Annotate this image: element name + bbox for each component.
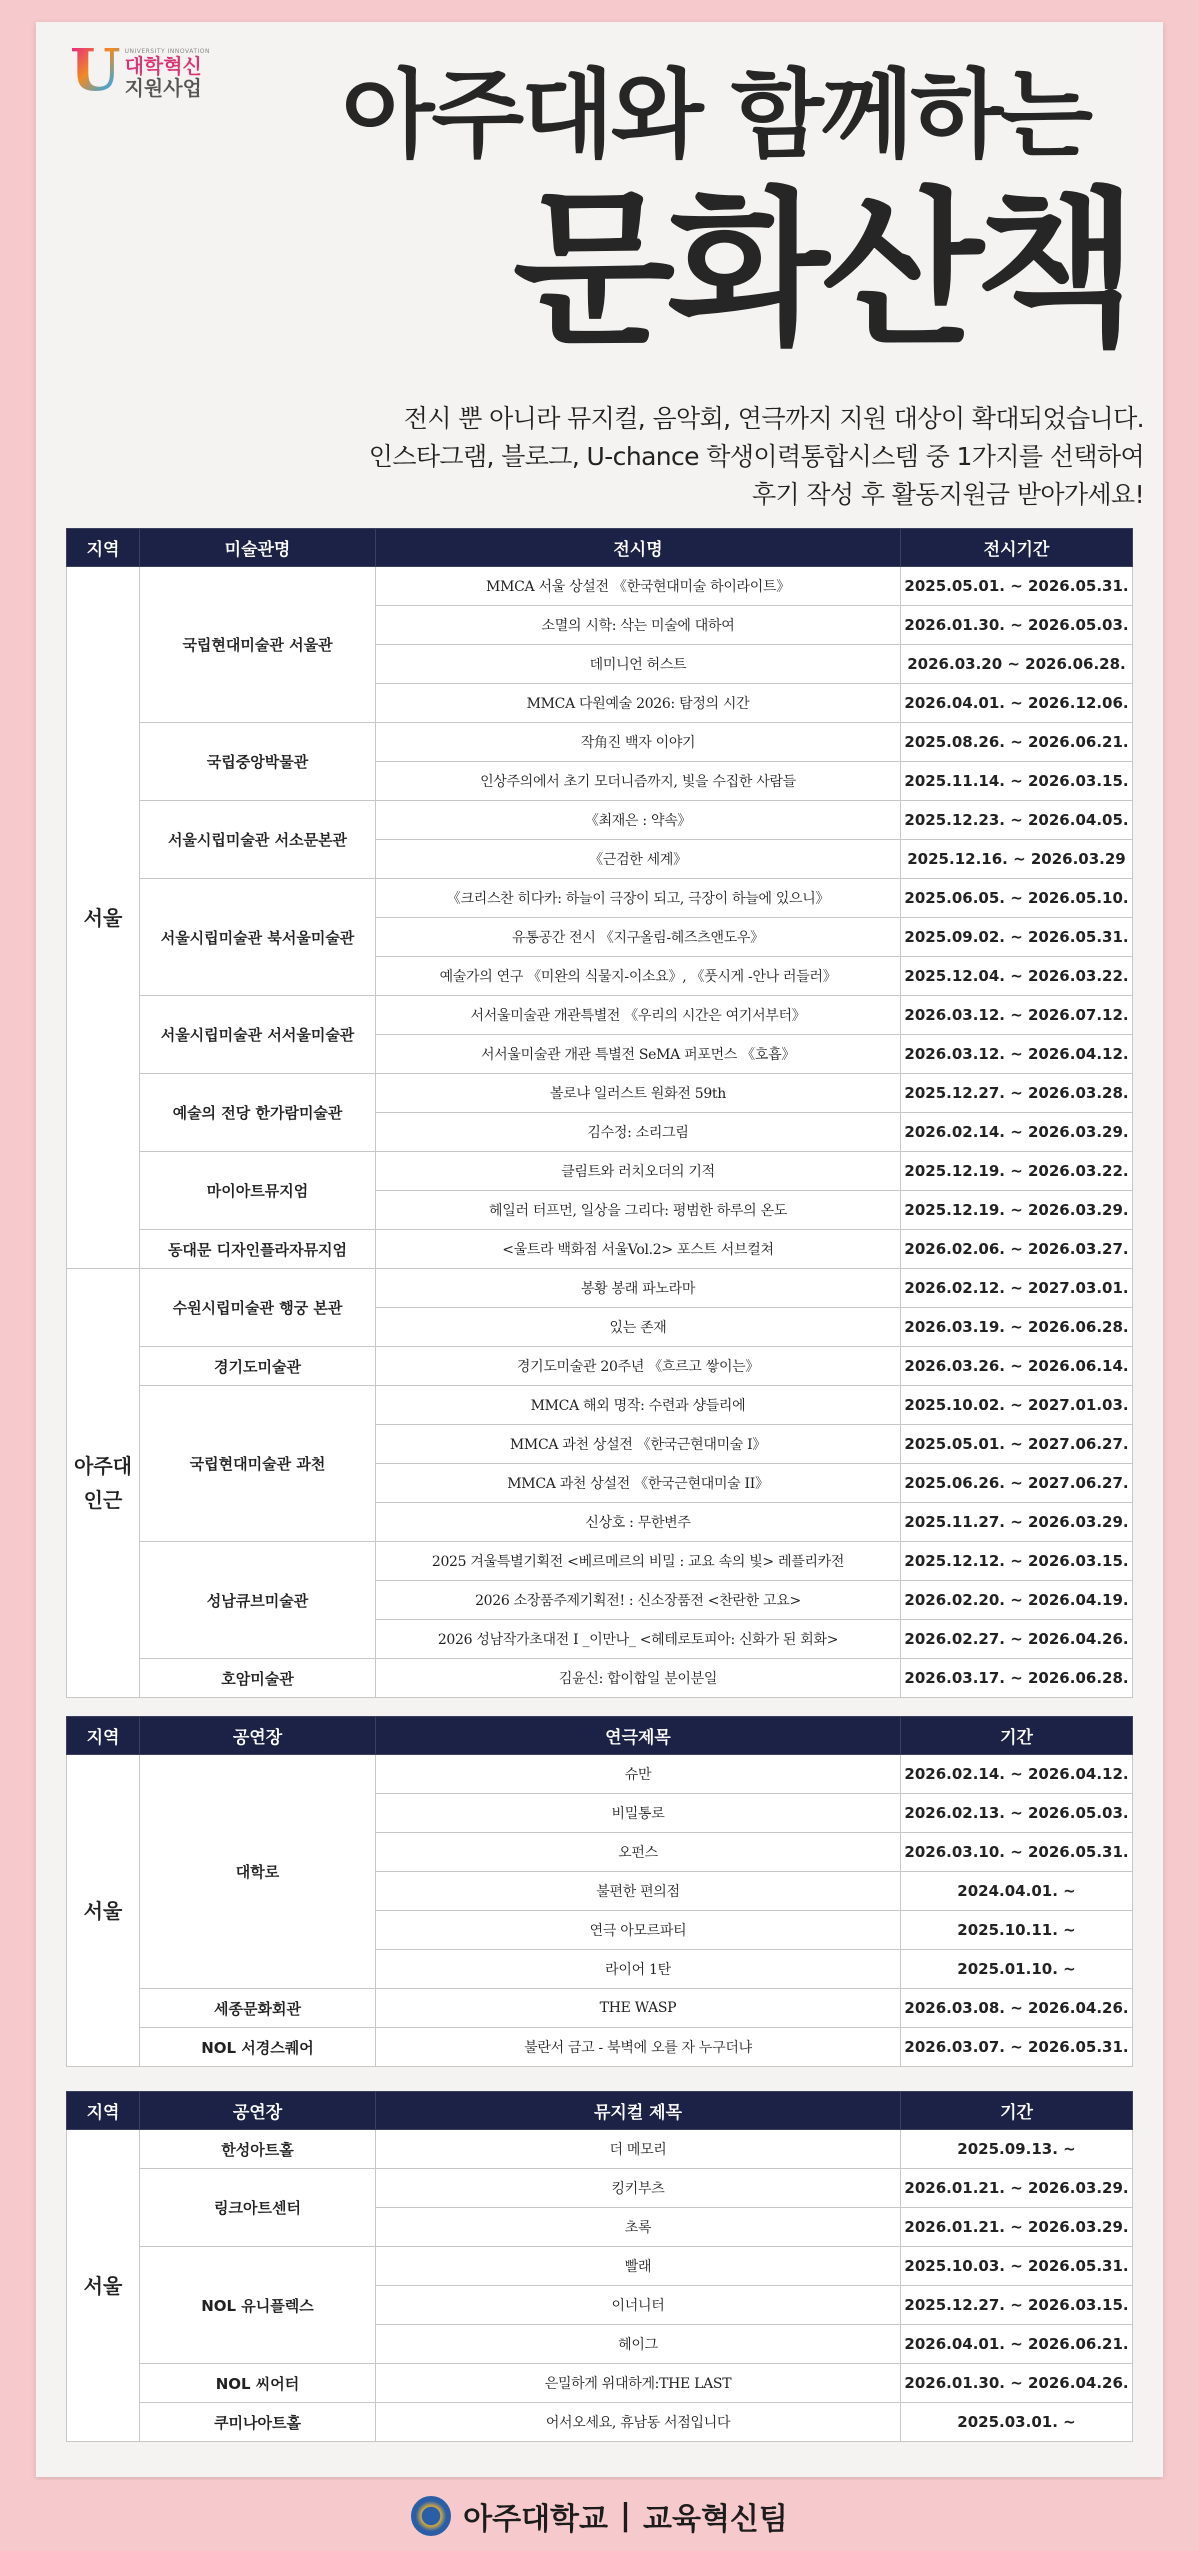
table-row [67,567,1133,606]
venue-cell: NOL 서경스퀘어 [140,2028,376,2067]
exhibition-header-cell: 전시명 [376,529,901,567]
table-row [67,996,1133,1035]
period-cell: 2025.05.01. ~ 2026.05.31. [901,567,1133,606]
title-cell: 빨래 [376,2247,901,2286]
musical-header-cell: 공연장 [140,2092,376,2130]
period-cell: 2026.03.07. ~ 2026.05.31. [901,2028,1133,2067]
period-cell: 2025.05.01. ~ 2027.06.27. [901,1425,1133,1464]
musical-header-cell: 기간 [901,2092,1133,2130]
venue-cell: 서울시립미술관 북서울미술관 [140,879,376,996]
venue-cell: 경기도미술관 [140,1347,376,1386]
title-cell: MMCA 서울 상설전 《한국현대미술 하이라이트》 [376,567,901,606]
table-row [67,879,1133,918]
period-cell: 2026.03.12. ~ 2026.04.12. [901,1035,1133,1074]
table-row [67,1074,1133,1113]
venue-cell: 서울시립미술관 서서울미술관 [140,996,376,1074]
table-row [67,723,1133,762]
period-cell: 2026.01.30. ~ 2026.04.26. [901,2364,1133,2403]
title-cell: 서서울미술관 개관 특별전 SeMA 퍼포먼스 《호흡》 [376,1035,901,1074]
period-cell: 2026.03.10. ~ 2026.05.31. [901,1833,1133,1872]
title-line2: 문화산책 [512,172,1130,368]
period-cell: 2026.02.13. ~ 2026.05.03. [901,1794,1133,1833]
venue-cell: 국립현대미술관 서울관 [140,567,376,723]
period-cell: 2026.02.14. ~ 2026.04.12. [901,1755,1133,1794]
venue-cell: NOL 유니플렉스 [140,2247,376,2364]
table-row [67,2028,1133,2067]
venue-cell: 쿠미나아트홀 [140,2403,376,2442]
period-cell: 2025.03.01. ~ [901,2403,1133,2442]
title-cell: 불란서 금고 - 북벽에 오를 자 누구더냐 [376,2028,901,2067]
title-cell: 유통공간 전시 《지구올림-헤즈츠앤도우》 [376,918,901,957]
period-cell: 2026.03.26. ~ 2026.06.14. [901,1347,1133,1386]
venue-cell: 한성아트홀 [140,2130,376,2169]
musical-header-cell: 뮤지컬 제목 [376,2092,901,2130]
title-cell: 소멸의 시학: 삭는 미술에 대하여 [376,606,901,645]
period-cell: 2025.01.10. ~ [901,1950,1133,1989]
venue-cell: 수원시립미술관 행궁 본관 [140,1269,376,1347]
period-cell: 2026.01.21. ~ 2026.03.29. [901,2169,1133,2208]
title-cell: 예술가의 연구 《미완의 식물지-이소요》, 《풋시게 -안나 러들러》 [376,957,901,996]
period-cell: 2026.03.19. ~ 2026.06.28. [901,1308,1133,1347]
footer [0,2480,1199,2551]
footer-university: 아주대학교 [463,2501,609,2537]
table-row [67,1347,1133,1386]
title-cell: 《근검한 세계》 [376,840,901,879]
title-cell: 비밀통로 [376,1794,901,1833]
ajou-emblem-icon [411,2496,451,2536]
table-row [67,1230,1133,1269]
period-cell: 2026.02.27. ~ 2026.04.26. [901,1620,1133,1659]
venue-cell: 링크아트센터 [140,2169,376,2247]
logo-line1: 대학혁신 [124,54,202,78]
title-cell: 은밀하게 위대하게:THE LAST [376,2364,901,2403]
table-row [67,1152,1133,1191]
exhibition-header-cell: 전시기간 [901,529,1133,567]
table-row [67,1542,1133,1581]
period-cell: 2025.10.02. ~ 2027.01.03. [901,1386,1133,1425]
venue-cell: 호암미술관 [140,1659,376,1698]
title-cell: 초록 [376,2208,901,2247]
title-cell: 2025 겨울특별기획전 <베르메르의 비밀 : 교요 속의 빛> 레플리카전 [376,1542,901,1581]
table-row [67,1386,1133,1425]
title-cell: 라이어 1탄 [376,1950,901,1989]
title-cell: 2026 성남작가초대전 I _이만나_ <헤테로토피아: 신화가 된 회화> [376,1620,901,1659]
table-row [67,2247,1133,2286]
title-cell: 오펀스 [376,1833,901,1872]
play-header-row [67,1717,1133,1755]
venue-cell: 국립중앙박물관 [140,723,376,801]
title-cell: 불편한 편의점 [376,1872,901,1911]
play-header-cell: 연극제목 [376,1717,901,1755]
period-cell: 2026.01.30. ~ 2026.05.03. [901,606,1133,645]
table-row [67,2403,1133,2442]
logo-line2: 지원사업 [124,76,202,100]
title-cell: 봉황 봉래 파노라마 [376,1269,901,1308]
musical-table [66,2091,1133,2442]
venue-cell: 동대문 디자인플라자뮤지엄 [140,1230,376,1269]
period-cell: 2025.12.27. ~ 2026.03.15. [901,2286,1133,2325]
title-cell: MMCA 과천 상설전 《한국근현대미술 I》 [376,1425,901,1464]
period-cell: 2025.12.27. ~ 2026.03.28. [901,1074,1133,1113]
title-cell: 신상호 : 무한변주 [376,1503,901,1542]
title-cell: MMCA 해외 명작: 수련과 샹들리에 [376,1386,901,1425]
play-table [66,1716,1133,2067]
venue-cell: 예술의 전당 한가람미술관 [140,1074,376,1152]
title-cell: 김윤신: 합이합일 분이분일 [376,1659,901,1698]
period-cell: 2025.12.19. ~ 2026.03.29. [901,1191,1133,1230]
period-cell: 2025.12.04. ~ 2026.03.22. [901,957,1133,996]
footer-team: 교육혁신팀 [642,2501,788,2537]
period-cell: 2024.04.01. ~ [901,1872,1133,1911]
title-cell: 헤이그 [376,2325,901,2364]
title-cell: 있는 존재 [376,1308,901,1347]
description [244,400,1144,514]
region-cell: 서울 [67,2130,140,2442]
title-cell: 작角진 백자 이야기 [376,723,901,762]
u-logo-icon: U [70,36,121,104]
period-cell: 2025.08.26. ~ 2026.06.21. [901,723,1133,762]
university-innovation-logo [70,36,210,104]
period-cell: 2025.11.14. ~ 2026.03.15. [901,762,1133,801]
period-cell: 2025.11.27. ~ 2026.03.29. [901,1503,1133,1542]
table-row [67,2364,1133,2403]
period-cell: 2026.03.08. ~ 2026.04.26. [901,1989,1133,2028]
venue-cell: 성남큐브미술관 [140,1542,376,1659]
title-line1: 아주대와 함께하는 [341,59,1090,171]
period-cell: 2026.04.01. ~ 2026.06.21. [901,2325,1133,2364]
logo-small-text: UNIVERSITY INNOVATION [124,48,210,55]
period-cell: 2025.12.12. ~ 2026.03.15. [901,1542,1133,1581]
period-cell: 2025.10.03. ~ 2026.05.31. [901,2247,1133,2286]
period-cell: 2026.02.06. ~ 2026.03.27. [901,1230,1133,1269]
table-row [67,1989,1133,2028]
period-cell: 2026.02.14. ~ 2026.03.29. [901,1113,1133,1152]
description-line: 전시 뿐 아니라 뮤지컬, 음악회, 연극까지 지원 대상이 확대되었습니다. [403,404,1144,433]
exhibition-header-cell: 지역 [67,529,140,567]
period-cell: 2026.04.01. ~ 2026.12.06. [901,684,1133,723]
period-cell: 2025.12.16. ~ 2026.03.29 [901,840,1133,879]
title-cell: 연극 아모르파티 [376,1911,901,1950]
venue-cell: NOL 씨어터 [140,2364,376,2403]
period-cell: 2025.09.02. ~ 2026.05.31. [901,918,1133,957]
period-cell: 2025.12.19. ~ 2026.03.22. [901,1152,1133,1191]
title-cell: 킹키부츠 [376,2169,901,2208]
title-cell: MMCA 다원예술 2026: 탐정의 시간 [376,684,901,723]
table-row [67,801,1133,840]
venue-cell: 마이아트뮤지엄 [140,1152,376,1230]
period-cell: 2026.03.17. ~ 2026.06.28. [901,1659,1133,1698]
title-cell: 클림트와 러치오더의 기적 [376,1152,901,1191]
period-cell: 2025.10.11. ~ [901,1911,1133,1950]
description-line: 인스타그램, 블로그, U-chance 학생이력통합시스템 중 1가지를 선택하여 [368,442,1144,471]
title-cell: THE WASP [376,1989,901,2028]
title-cell: 헤일러 터프먼, 일상을 그리다: 평범한 하루의 온도 [376,1191,901,1230]
title-cell: 김수정: 소리그림 [376,1113,901,1152]
musical-header-row [67,2092,1133,2130]
table-row [67,1755,1133,1794]
table-row [67,2169,1133,2208]
table-row [67,2130,1133,2169]
title-cell: 2026 소장품주제기획전! : 신소장품전 <찬란한 고요> [376,1581,901,1620]
title-cell: 서서울미술관 개관특별전 《우리의 시간은 여기서부터》 [376,996,901,1035]
title-cell: 이너니터 [376,2286,901,2325]
period-cell: 2026.01.21. ~ 2026.03.29. [901,2208,1133,2247]
title-cell: 《최재은 : 약속》 [376,801,901,840]
title-cell: 《크리스찬 히다카: 하늘이 극장이 되고, 극장이 하늘에 있으니》 [376,879,901,918]
region-cell: 서울 [67,1755,140,2067]
region-cell: 아주대 인근 [67,1269,140,1698]
exhibition-header-cell: 미술관명 [140,529,376,567]
play-header-cell: 기간 [901,1717,1133,1755]
period-cell: 2025.06.05. ~ 2026.05.10. [901,879,1133,918]
period-cell: 2025.09.13. ~ [901,2130,1133,2169]
musical-header-cell: 지역 [67,2092,140,2130]
period-cell: 2026.02.12. ~ 2027.03.01. [901,1269,1133,1308]
title-cell: 데미니언 허스트 [376,645,901,684]
venue-cell: 서울시립미술관 서소문본관 [140,801,376,879]
title-cell: 볼로냐 일러스트 원화전 59th [376,1074,901,1113]
period-cell: 2025.12.23. ~ 2026.04.05. [901,801,1133,840]
play-header-cell: 지역 [67,1717,140,1755]
period-cell: 2025.06.26. ~ 2027.06.27. [901,1464,1133,1503]
period-cell: 2026.03.20 ~ 2026.06.28. [901,645,1133,684]
footer-separator: | [620,2498,631,2533]
title-cell: <울트라 백화점 서울Vol.2> 포스트 서브컬쳐 [376,1230,901,1269]
period-cell: 2026.02.20. ~ 2026.04.19. [901,1581,1133,1620]
title-cell: 경기도미술관 20주년 《흐르고 쌓이는》 [376,1347,901,1386]
title-cell: 인상주의에서 초기 모더니즘까지, 빛을 수집한 사람들 [376,762,901,801]
exhibition-table [66,528,1133,1698]
title-cell: 슈만 [376,1755,901,1794]
table-row [67,1269,1133,1308]
venue-cell: 세종문화회관 [140,1989,376,2028]
play-header-cell: 공연장 [140,1717,376,1755]
region-cell: 서울 [67,567,140,1269]
title-cell: 더 메모리 [376,2130,901,2169]
period-cell: 2026.03.12. ~ 2026.07.12. [901,996,1133,1035]
exhibition-header-row [67,529,1133,567]
title-cell: 어서오세요, 휴남동 서점입니다 [376,2403,901,2442]
venue-cell: 대학로 [140,1755,376,1989]
title-cell: MMCA 과천 상설전 《한국근현대미술 II》 [376,1464,901,1503]
description-line: 후기 작성 후 활동지원금 받아가세요! [751,480,1144,509]
venue-cell: 국립현대미술관 과천 [140,1386,376,1542]
table-row [67,1659,1133,1698]
